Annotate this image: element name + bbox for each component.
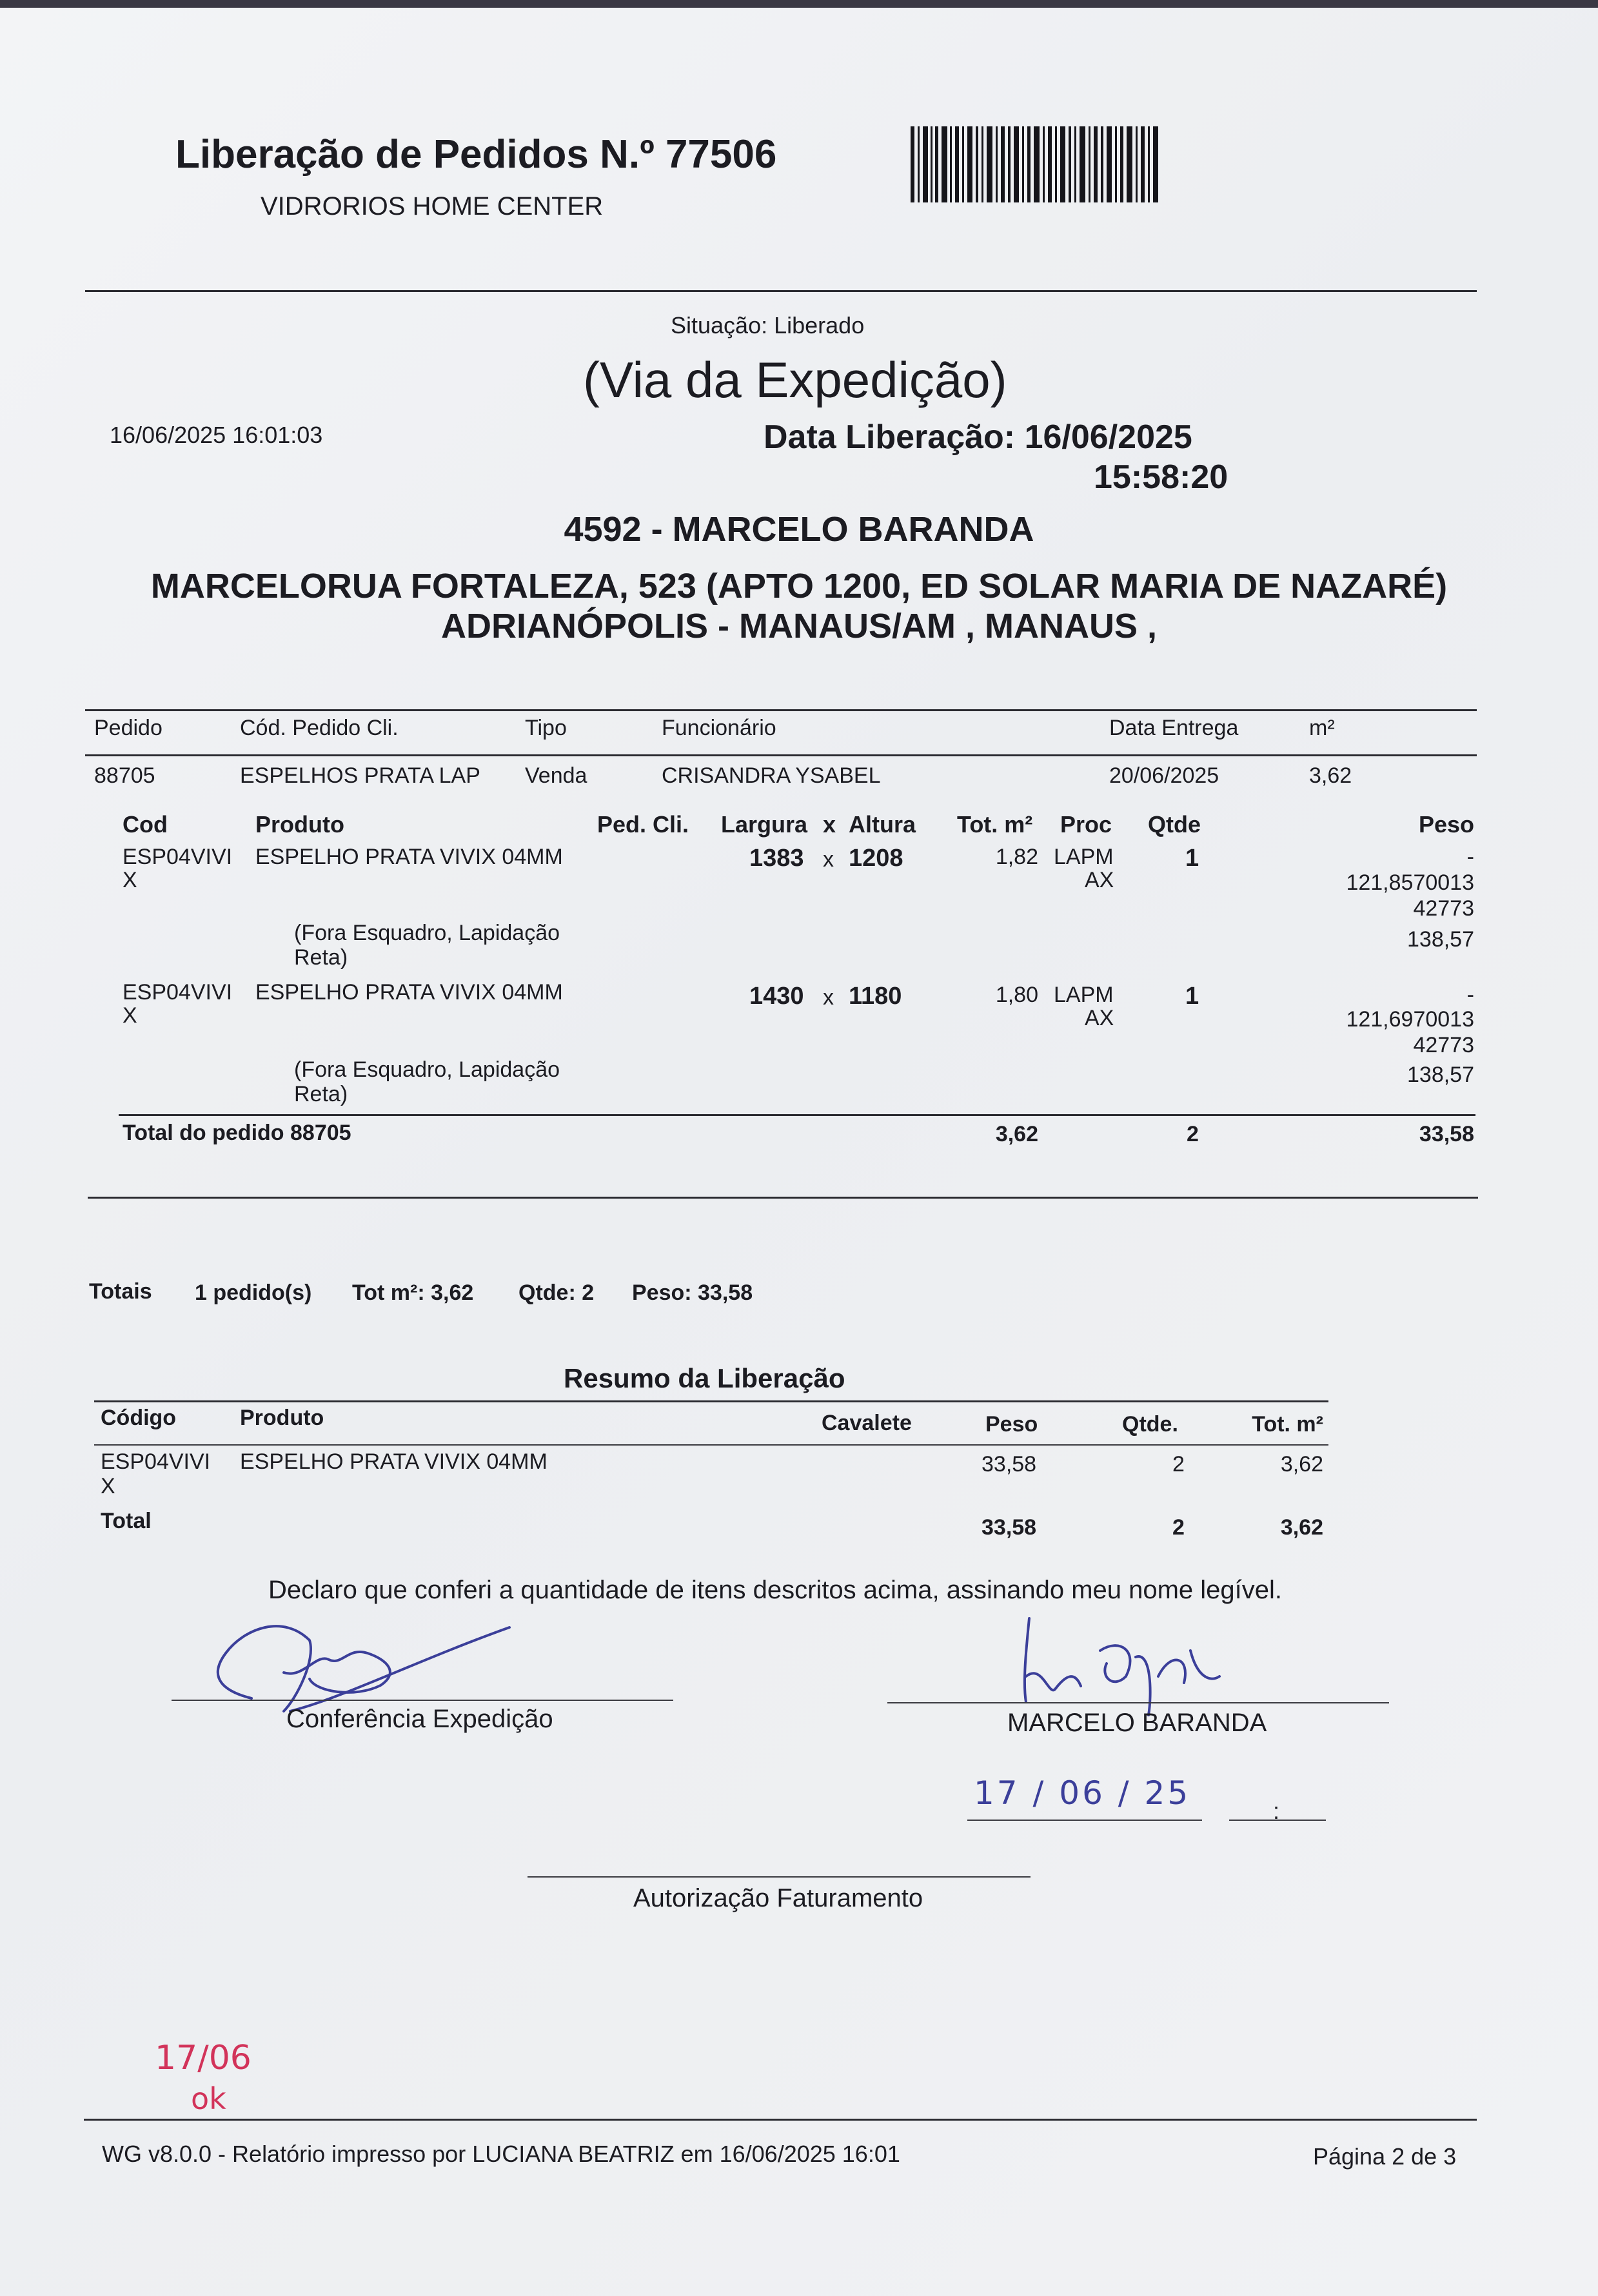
footer-page-number: Página 2 de 3 (1313, 2143, 1457, 2170)
resumo-title: Resumo da Liberação (564, 1363, 845, 1393)
item-peso: 138,57 (1407, 1063, 1474, 1087)
totais-tot-m2: Tot m²: 3,62 (352, 1280, 474, 1305)
item-altura: 1208 (849, 845, 903, 872)
item-x: x (823, 847, 834, 872)
col-header-tot-m2: Tot. m² (1252, 1412, 1323, 1437)
item-tot-m2: 1,80 (995, 983, 1038, 1007)
col-header-proc: Proc (1060, 811, 1112, 838)
cell-tipo: Venda (525, 763, 587, 788)
endereco-line-1: MARCELORUA FORTALEZA, 523 (APTO 1200, ED SOLAR MARIA DE NAZARÉ) (150, 567, 1448, 605)
barcode-icon (911, 126, 1158, 202)
col-header-produto: Produto (240, 1406, 324, 1430)
col-header-x: x (823, 811, 836, 838)
item-peso: 42773 (1413, 896, 1474, 921)
col-header-largura: Largura (721, 811, 808, 838)
col-header-data-entrega: Data Entrega (1109, 716, 1239, 740)
resumo-codigo-cont: X (101, 1474, 115, 1498)
item-cod-cont: X (123, 868, 137, 892)
divider (85, 754, 1477, 756)
item-x: x (823, 985, 834, 1010)
col-header-m2: m² (1309, 716, 1335, 740)
col-header-peso: Peso (985, 1412, 1038, 1437)
cell-data-entrega: 20/06/2025 (1109, 763, 1219, 788)
item-observacao-cont: Reta) (294, 945, 348, 970)
item-peso: - (1466, 845, 1474, 869)
col-header-funcionario: Funcionário (662, 716, 776, 740)
signature-cliente-label: MARCELO BARANDA (1007, 1709, 1267, 1737)
item-peso: 121,6970013 (1346, 1007, 1474, 1032)
item-cod-cont: X (123, 1003, 137, 1028)
divider (119, 1114, 1475, 1116)
resumo-codigo: ESP04VIVI (101, 1449, 211, 1474)
order-total-qtde: 2 (1187, 1122, 1199, 1146)
totais-pedidos: 1 pedido(s) (195, 1280, 312, 1305)
col-header-cod-pedido-cli: Cód. Pedido Cli. (240, 716, 399, 740)
divider (85, 709, 1477, 711)
handwritten-date: 17 / 06 / 25 (974, 1774, 1191, 1812)
divider (94, 1400, 1328, 1402)
item-qtde: 1 (1185, 983, 1199, 1010)
col-header-tipo: Tipo (525, 716, 567, 740)
item-proc-cont: AX (1085, 868, 1114, 892)
item-largura: 1383 (749, 845, 804, 872)
resumo-tot-m2: 3,62 (1280, 1452, 1323, 1477)
print-datetime: 16/06/2025 16:01:03 (110, 422, 323, 448)
divider (85, 290, 1477, 292)
signature-line (528, 1876, 1031, 1878)
signature-line (887, 1702, 1389, 1703)
order-total-m2: 3,62 (995, 1122, 1038, 1146)
autorizacao-label: Autorização Faturamento (633, 1884, 923, 1912)
col-header-produto: Produto (255, 811, 344, 838)
col-header-peso: Peso (1418, 811, 1474, 838)
divider (94, 1444, 1328, 1446)
time-separator: : (1273, 1798, 1280, 1824)
cell-cod-pedido-cli: ESPELHOS PRATA LAP (240, 763, 480, 788)
cliente-name: 4592 - MARCELO BARANDA (564, 510, 1034, 549)
col-header-ped-cli: Ped. Cli. (597, 811, 689, 838)
signature-line (172, 1700, 673, 1701)
situacao-text: Situação: Liberado (671, 312, 865, 339)
item-observacao: (Fora Esquadro, Lapidação (294, 1057, 560, 1082)
col-header-cavalete: Cavalete (822, 1411, 912, 1435)
divider (84, 2119, 1477, 2121)
resumo-produto: ESPELHO PRATA VIVIX 04MM (240, 1449, 547, 1474)
item-observacao: (Fora Esquadro, Lapidação (294, 921, 560, 945)
date-line (967, 1820, 1202, 1821)
item-produto: ESPELHO PRATA VIVIX 04MM (255, 845, 563, 869)
resumo-total-tot-m2: 3,62 (1280, 1515, 1323, 1540)
data-liberacao: Data Liberação: 16/06/2025 (764, 418, 1192, 456)
scan-edge (0, 0, 1598, 8)
item-proc-cont: AX (1085, 1006, 1114, 1030)
col-header-qtde: Qtde (1148, 811, 1201, 838)
item-produto: ESPELHO PRATA VIVIX 04MM (255, 980, 563, 1005)
item-peso: 42773 (1413, 1033, 1474, 1057)
col-header-altura: Altura (849, 811, 916, 838)
item-peso: - (1466, 983, 1474, 1007)
company-name: VIDRORIOS HOME CENTER (261, 192, 604, 221)
signature-conferencia-label: Conferência Expedição (286, 1705, 553, 1733)
resumo-total-qtde: 2 (1172, 1515, 1185, 1540)
declaracao-text: Declaro que conferi a quantidade de itens descritos acima, assinando meu nome legível. (268, 1576, 1283, 1604)
handwritten-note-date: 17/06 (155, 2039, 252, 2077)
item-proc: LAPM (1054, 983, 1114, 1007)
item-largura: 1430 (749, 983, 804, 1010)
col-header-cod: Cod (123, 811, 168, 838)
totais-peso: Peso: 33,58 (632, 1280, 753, 1305)
document-title: Liberação de Pedidos N.º 77506 (175, 132, 777, 177)
item-cod: ESP04VIVI (123, 980, 233, 1005)
item-cod: ESP04VIVI (123, 845, 233, 869)
resumo-total-peso: 33,58 (981, 1515, 1037, 1540)
item-qtde: 1 (1185, 845, 1199, 872)
resumo-total-label: Total (101, 1509, 152, 1533)
hora-liberacao: 15:58:20 (1094, 458, 1228, 496)
cell-m2: 3,62 (1309, 763, 1352, 788)
col-header-tot-m2: Tot. m² (957, 811, 1033, 838)
resumo-qtde: 2 (1172, 1452, 1185, 1477)
order-total-label: Total do pedido 88705 (123, 1121, 351, 1145)
col-header-codigo: Código (101, 1406, 177, 1430)
totais-qtde: Qtde: 2 (518, 1280, 595, 1305)
totais-label: Totais (89, 1279, 152, 1304)
item-peso: 138,57 (1407, 927, 1474, 952)
item-altura: 1180 (849, 983, 902, 1010)
cell-pedido: 88705 (94, 763, 155, 788)
divider (88, 1197, 1478, 1199)
col-header-qtde: Qtde. (1122, 1412, 1178, 1437)
item-tot-m2: 1,82 (995, 845, 1038, 869)
cell-funcionario: CRISANDRA YSABEL (662, 763, 881, 788)
col-header-pedido: Pedido (94, 716, 163, 740)
item-observacao-cont: Reta) (294, 1082, 348, 1106)
item-peso: 121,8570013 (1346, 870, 1474, 895)
order-total-peso: 33,58 (1419, 1122, 1474, 1146)
resumo-peso: 33,58 (981, 1452, 1037, 1477)
signature-cliente-icon (1003, 1612, 1223, 1722)
endereco-line-2: ADRIANÓPOLIS - MANAUS/AM , MANAUS , (441, 607, 1157, 645)
via-title: (Via da Expedição) (583, 351, 1007, 408)
item-proc: LAPM (1054, 845, 1114, 869)
handwritten-note-ok: ok (191, 2081, 226, 2116)
footer-printed-by: WG v8.0.0 - Relatório impresso por LUCIANA BEATRIZ em 16/06/2025 16:01 (102, 2141, 900, 2167)
